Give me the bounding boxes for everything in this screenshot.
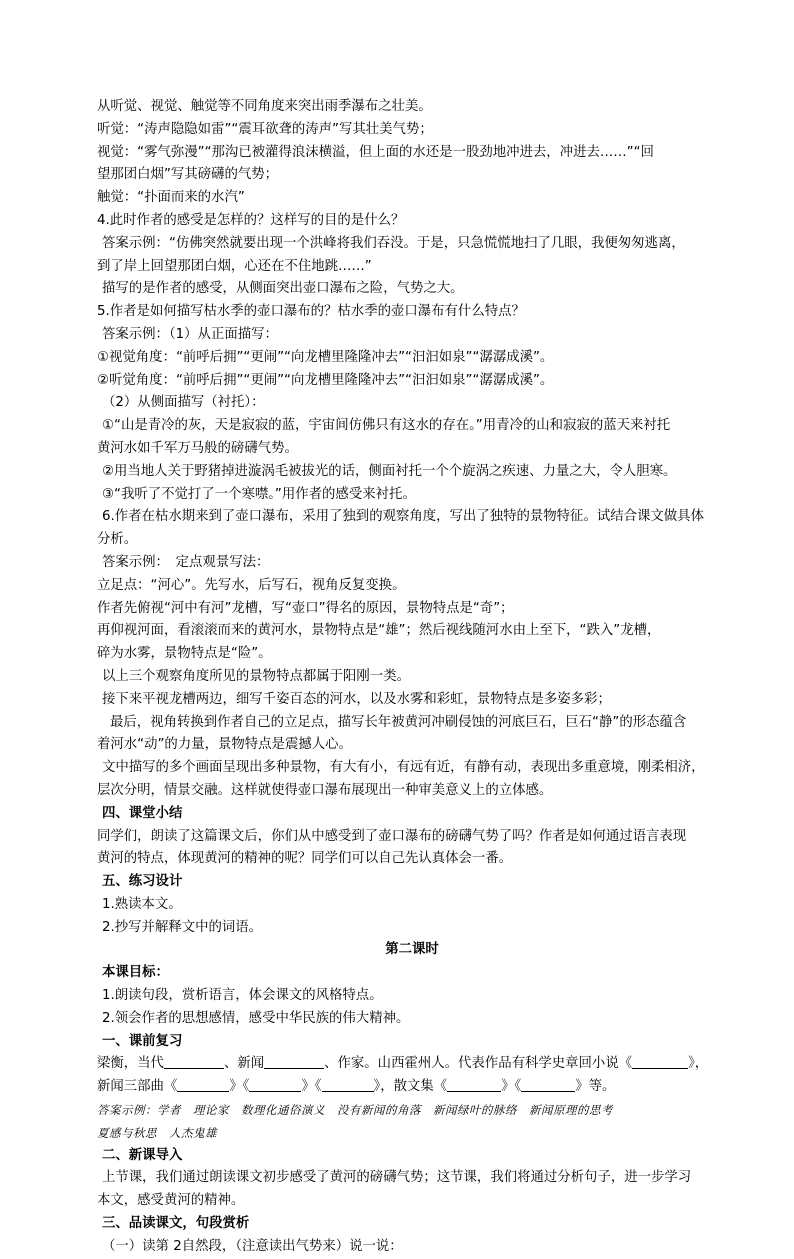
text-line: 触觉：“扑面而来的水汽” [97,190,245,206]
review-text: 》《 [301,1079,322,1095]
fill-blank[interactable] [521,1077,575,1092]
fill-blank[interactable] [264,1054,324,1069]
review-text: 》等。 [575,1079,616,1095]
fill-blank[interactable] [177,1077,229,1092]
section-heading: 二、新课导入 [102,1147,183,1163]
section-heading: 四、课堂小结 [102,805,183,821]
text-line: 1.朗读句段，赏析语言，体会课文的风格特点。 [102,988,383,1004]
text-line: 答案示例： 定点观景写法： [102,554,270,570]
review-text: 》《 [501,1079,522,1095]
text-line: 层次分明，情景交融。这样就使得壶口瀑布展现出一种审美意义上的立体感。 [97,782,553,798]
text-line: 5.作者是如何描写枯水季的壶口瀑布的？枯水季的壶口瀑布有什么特点？ [97,304,525,320]
review-text: 》，散文集《 [373,1079,448,1095]
text-line: 碎为水雾，景物特点是“险”。 [97,646,272,662]
section-heading: 一、课前复习 [102,1033,183,1049]
review-text: 》， [688,1056,709,1072]
text-line: 上节课，我们通过朗读课文初步感受了黄河的磅礴气势；这节课，我们将通过分析句子，进一步学习 [102,1170,692,1186]
text-line: 2.抄写并解释文中的词语。 [102,919,263,935]
answer-line-2: 夏感与秋思 人杰鬼雄 [97,1125,217,1140]
text-line: ②用当地人关于野猪掉进漩涡毛被拔光的话，侧面衬托一个个旋涡之疾速、力量之大，令人胆寒。 [102,463,677,479]
text-line: ①视觉角度：“前呼后拥”“更闹”“向龙槽里隆隆冲去”“汩汩如泉”“潺潺成溪”。 [97,349,554,365]
text-line: 黄河的特点，体现黄河的精神的呢？同学们可以自己先认真体会一番。 [97,851,513,867]
text-line: 着河水“动”的力量，景物特点是震撼人心。 [97,737,352,753]
section-heading: 第二课时 [385,942,439,958]
text-line: 4.此时作者的感受是怎样的？这样写的目的是什么？ [97,212,405,228]
section-heading: 三、品读课文，句段赏析 [102,1216,250,1232]
text-line: ③“我听了不觉打了一个寒噤。”用作者的感受来衬托。 [102,486,416,502]
text-line: 接下来平视龙槽两边，细写千姿百态的河水，以及水雾和彩虹，景物特点是多姿多彩； [102,691,611,707]
body-text-continued [97,1145,727,1259]
body-text [97,96,727,1053]
text-line: 望那团白烟”写其磅礴的气势； [97,167,279,183]
text-line: ②听觉角度：“前呼后拥”“更闹”“向龙槽里隆隆冲去”“汩汩如泉”“潺潺成溪”。 [97,372,554,388]
review-text: 梁衡，当代 [97,1056,164,1072]
text-line: 再仰视河面，看滚滚而来的黄河水，景物特点是“雄”；然后视线随河水由上至下，“跌入”龙槽， [97,623,661,639]
fill-blank[interactable] [632,1054,688,1069]
text-line: 答案示例：（1）从正面描写： [102,326,278,342]
answer-line-1: 答案示例：学者 理论家 数理化通俗演义 没有新闻的角落 新闻绿叶的脉络 新闻原理的思考 [97,1103,613,1118]
text-line: 1.熟读本文。 [102,896,182,912]
section-heading: 五、练习设计 [102,874,183,890]
text-line: 最后，视角转换到作者自己的立足点，描写长年被黄河冲刷侵蚀的河底巨石，巨石“静”的形态蕴含 [110,714,687,730]
text-line: （一）读第 2自然段，（注意读出气势来）说一说： [102,1238,403,1254]
review-text: 、新闻 [223,1056,265,1072]
review-text: 、作家。山西霍州人。代表作品有科学史章回小说《 [324,1056,633,1072]
review-text: 》《 [229,1079,250,1095]
review-fill-line-2 [97,1076,727,1099]
fill-blank[interactable] [164,1054,224,1069]
text-line: 文中描写的多个画面呈现出多种景物，有大有小，有远有近，有静有动，表现出多重意境，刚柔相济， [102,760,705,776]
review-text: 新闻三部曲《 [97,1079,178,1095]
fill-blank[interactable] [322,1077,374,1092]
document-page [97,96,727,1259]
text-line: 2.领会作者的思想感情，感受中华民族的伟大精神。 [102,1010,410,1026]
text-line: 立足点：“河心”。先写水，后写石，视角反复变换。 [97,577,406,593]
text-line: 听觉：“涛声隐隐如雷”“震耳欲聋的涛声”写其壮美气势； [97,121,433,137]
fill-blank[interactable] [249,1077,301,1092]
text-line: 以上三个观察角度所见的景物特点都属于阳刚一类。 [102,668,410,684]
text-line: 描写的是作者的感受，从侧面突出壶口瀑布之险，气势之大。 [102,281,464,297]
text-line: 视觉：“雾气弥漫”“那沟已被灌得浪沫横溢，但上面的水还是一股劲地冲进去，冲进去……”“回 [97,144,654,160]
fill-blank[interactable] [447,1077,501,1092]
text-line: 黄河水如千军万马般的磅礴气势。 [97,440,298,456]
text-line: （2）从侧面描写（衬托）： [102,395,265,411]
text-line: 答案示例：“仿佛突然就要出现一个洪峰将我们吞没。于是，只急慌慌地扫了几眼，我便匆匆逃离， [102,235,685,251]
section-heading: 本课目标： [102,965,169,981]
text-line: 本文，感受黄河的精神。 [97,1193,245,1209]
text-line: 从听觉、视觉、触觉等不同角度来突出雨季瀑布之壮美。 [97,99,432,114]
text-line: ①“山是青冷的灰，天是寂寂的蓝，宇宙间仿佛只有这水的存在。”用青冷的山和寂寂的蓝天来衬托 [102,418,671,434]
text-line: 到了岸上回望那团白烟，心还在不住地跳……” [97,258,372,274]
text-line: 分析。 [97,532,138,548]
review-fill-line-1 [97,1053,727,1076]
text-line: 6.作者在枯水期来到了壶口瀑布，采用了独到的观察角度，写出了独特的景物特征。试结合课文做具体 [102,509,704,525]
text-line: 同学们，朗读了这篇课文后，你们从中感受到了壶口瀑布的磅礴气势了吗？作者是如何通过语言表现 [97,828,687,844]
text-line: 作者先俯视“河中有河”龙槽，写“壶口”得名的原因，景物特点是“奇”； [97,600,514,616]
